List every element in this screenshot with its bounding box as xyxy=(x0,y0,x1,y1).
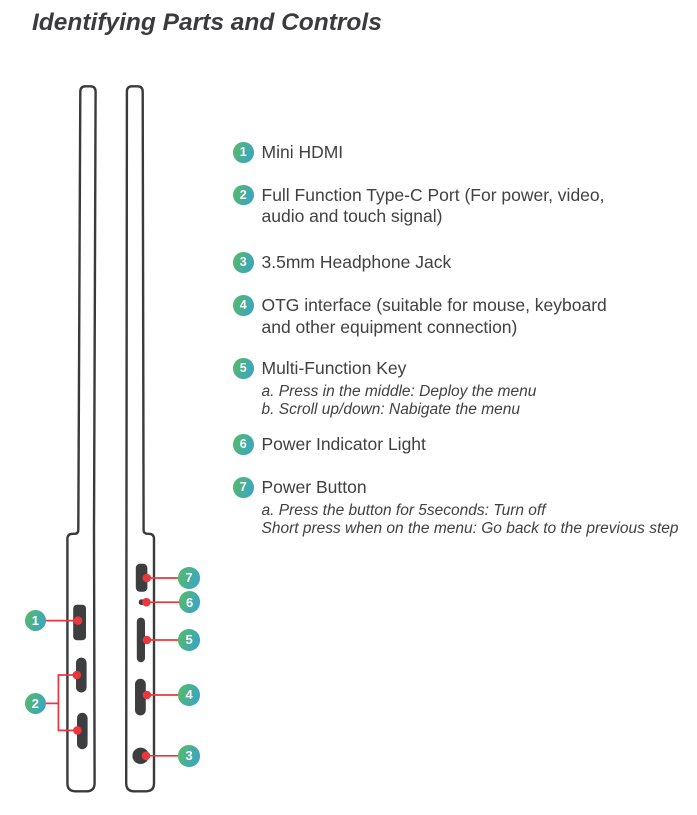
part-5-notes xyxy=(262,383,537,420)
callout-badge-6: 6 xyxy=(179,591,201,613)
callout-dot-2a xyxy=(73,671,82,680)
callout-dot-5 xyxy=(143,636,152,645)
part-item-1 xyxy=(233,142,343,164)
part-item-5 xyxy=(233,358,536,420)
part-5-note-b: b. Scroll up/down: Nabigate the menu xyxy=(261,401,520,418)
part-7-number-badge: 7 xyxy=(233,477,254,498)
callout-dot-1 xyxy=(74,616,83,625)
part-5-label: Multi-Function Key xyxy=(261,358,407,378)
callout-badge-3: 3 xyxy=(178,745,200,767)
callout-dot-2b xyxy=(73,726,82,735)
callout-dot-7 xyxy=(143,574,152,583)
part-1-label: Mini HDMI xyxy=(261,142,344,162)
part-5-note-a: a. Press in the middle: Deploy the menu xyxy=(261,382,537,400)
part-7-note-b: Short press when on the menu: Go back to the previous step xyxy=(261,520,679,537)
callout-dot-6 xyxy=(142,598,151,607)
part-3-label: 3.5mm Headphone Jack xyxy=(261,252,452,272)
part-item-3 xyxy=(233,252,451,274)
part-item-6 xyxy=(233,434,426,456)
callout-badge-4: 4 xyxy=(178,684,200,706)
callout-badge-2: 2 xyxy=(25,693,47,715)
part-item-4 xyxy=(233,295,607,338)
part-6-number-badge: 6 xyxy=(233,434,254,455)
part-2-label-line-2: audio and touch signal) xyxy=(261,206,443,226)
part-6-label: Power Indicator Light xyxy=(261,434,426,454)
part-7-label: Power Button xyxy=(261,477,367,497)
page-title: Identifying Parts and Controls xyxy=(32,9,382,36)
part-7-note-a: a. Press the button for 5seconds: Turn off xyxy=(261,501,546,519)
part-4-label-line-1: OTG interface (suitable for mouse, keyboard xyxy=(261,295,607,315)
part-2-number-badge: 2 xyxy=(233,185,254,206)
parts-list xyxy=(233,142,695,562)
part-4-label-line-2: and other equipment connection) xyxy=(261,316,518,337)
part-item-2 xyxy=(233,185,605,228)
part-3-number-badge: 3 xyxy=(233,252,254,273)
part-7-notes xyxy=(262,502,679,539)
part-item-7 xyxy=(233,477,679,539)
callout-badge-1: 1 xyxy=(25,610,47,632)
callout-dot-4 xyxy=(143,691,152,700)
callout-badge-7: 7 xyxy=(178,567,200,589)
part-4-number-badge: 4 xyxy=(233,295,254,316)
part-2-label-line-1: Full Function Type-C Port (For power, video, xyxy=(261,184,605,205)
part-5-number-badge: 5 xyxy=(233,358,254,379)
callout-badge-5: 5 xyxy=(178,629,200,651)
callout-dot-3 xyxy=(142,752,151,761)
part-1-number-badge: 1 xyxy=(233,142,254,163)
